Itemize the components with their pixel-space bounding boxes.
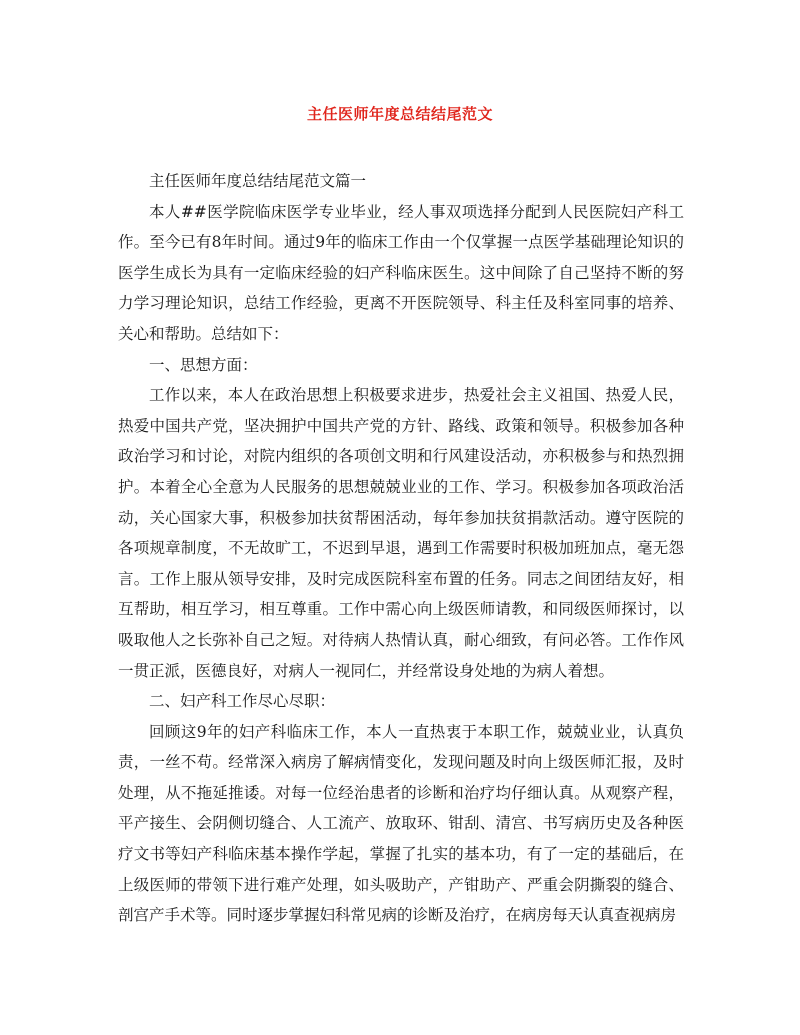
document-body <box>118 166 684 931</box>
document-title: 主任医师年度总结结尾范文 <box>306 105 493 123</box>
body-paragraph: 工作以来，本人在政治思想上积极要求进步，热爱社会主义祖国、热爱人民，热爱中国共产党，坚决拥护中国共产党的方针、路线、政策和领导。积极参加各种政治学习和讨论，对院内组织的各项创文明和行风建设活动，亦积极参与和热烈拥护。本着全心全意为人民服务的思想兢兢业业的工作、学习。积极参加各项政治活动，关心国家大事，积极参加扶贫帮困活动，每年参加扶贫捐款活动。遵守医院的各项规章制度，不无故旷工，不迟到早退，遇到工作需要时积极加班加点，毫无怨言。工作上服从领导安排，及时完成医院科室布置的任务。同志之间团结友好，相互帮助，相互学习，相互尊重。工作中需心向上级医师请教，和同级医师探讨，以吸取他人之长弥补自己之短。对待病人热情认真，耐心细致，有问必答。工作作风一贯正派，医德良好，对病人一视同仁，并经常设身处地的为病人着想。 <box>118 386 684 680</box>
body-paragraph: 回顾这9年的妇产科临床工作，本人一直热衷于本职工作，兢兢业业，认真负责，一丝不苟。经常深入病房了解病情变化，发现问题及时向上级医师汇报，及时处理，从不拖延推诿。对每一位经治患者的诊断和治疗均仔细认真。从观察产程，平产接生、会阴侧切缝合、人工流产、放取环、钳刮、清宫、书写病历史及各种医疗文书等妇产科临床基本操作学起，掌握了扎实的基本功，有了一定的基础后，在上级医师的带领下进行难产处理，如头吸助产，产钳助产、严重会阴撕裂的缝合、剖宫产手术等。同时逐步掌握妇科常见病的诊断及治疗，在病房每天认真查视病房 <box>118 722 684 925</box>
section-heading: 一、思想方面： <box>149 355 258 374</box>
section-heading: 主任医师年度总结结尾范文篇一 <box>149 172 367 190</box>
body-paragraph: 本人##医学院临床医学专业毕业，经人事双项选择分配到人民医院妇产科工作。至今已有8年时间。通过9年的临床工作由一个仅掌握一点医学基础理论知识的医学生成长为具有一定临床经验的妇产科临床医生。这中间除了自己坚持不断的努力学习理论知识，总结工作经验，更离不开医院领导、科主任及科室同事的培养、关心和帮助。总结如下： <box>118 202 684 343</box>
section-heading: 二、妇产科工作尽心尽职： <box>149 692 336 711</box>
